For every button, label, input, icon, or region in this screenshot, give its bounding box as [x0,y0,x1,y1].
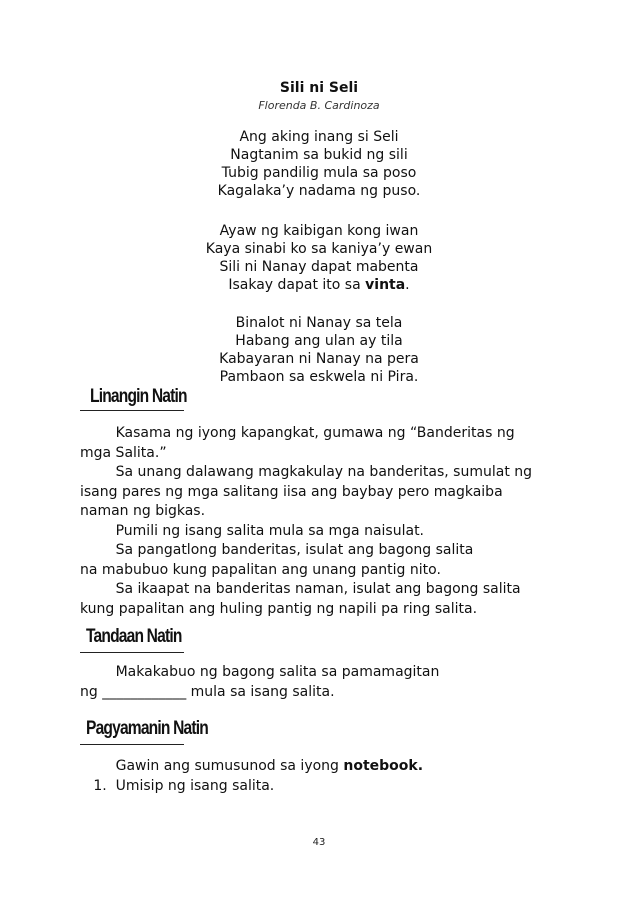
pagyamanin-instruction [80,757,423,777]
page-number: 43 [312,837,326,848]
poem-stanza-3 [0,314,638,386]
linangin-line: kung papalitan ang huling pantig ng napili pa ring salita. [80,600,478,617]
poem-line: Kabayaran ni Nanay na pera [219,351,419,367]
instruction-text: Gawin ang sumusunod sa iyong [80,758,344,774]
tandaan-paragraph [80,663,439,702]
vinta-word: vinta [365,277,406,293]
tandaan-heading-rule [80,652,184,653]
linangin-line: isang pares ng mga salitang iisa ang baybay pero magkaiba [80,483,503,500]
linangin-heading: Linangin Natin [90,386,187,407]
poem-stanza-1 [0,128,638,200]
linangin-heading-rule [80,410,184,411]
poem-line: Ang aking inang si Seli [239,129,399,145]
tandaan-line: ng ____________ mula sa isang salita. [80,683,335,700]
poem-line: Sili ni Nanay dapat mabenta [219,259,419,275]
notebook-word: notebook. [343,758,424,774]
linangin-line: Pumili ng isang salita mula sa mga naisulat. [80,522,425,539]
poem-line: Habang ang ulan ay tila [235,333,403,349]
linangin-line: naman ng bigkas. [80,503,206,519]
pagyamanin-heading: Pagyamanin Natin [86,718,208,739]
pagyamanin-heading-rule [80,744,184,745]
poem-line-text: Isakay dapat ito sa [228,277,366,293]
linangin-line: mga Salita.” [80,444,167,461]
poem-line-period: . [405,277,410,293]
poem-line-vinta [0,276,638,294]
poem-author: Florenda B. Cardinoza [258,99,380,112]
poem-line: Kagalaka’y nadama ng puso. [217,183,421,199]
poem-line: Kaya sinabi ko sa kaniya’y ewan [205,241,433,257]
linangin-line: Sa unang dalawang magkakulay na banderitas, sumulat ng [80,464,533,480]
poem-line: Pambaon sa eskwela ni Pira. [219,369,419,385]
poem-stanza-2 [0,222,638,294]
linangin-line: Kasama ng iyong kapangkat, gumawa ng “Banderitas ng [80,425,515,441]
tandaan-heading: Tandaan Natin [86,626,182,647]
linangin-paragraphs [80,424,532,619]
poem-title: Sili ni Seli [279,80,359,96]
linangin-line: na mabubuo kung papalitan ang unang pantig nito. [80,561,441,578]
poem-line: Binalot ni Nanay sa tela [235,315,403,331]
list-item: 1. Umisip ng isang salita. [80,777,275,794]
poem-line: Tubig pandilig mula sa poso [221,165,417,181]
poem-line: Nagtanim sa bukid ng sili [230,147,408,163]
tandaan-line: Makakabuo ng bagong salita sa pamamagitan [80,664,440,680]
linangin-line: Sa pangatlong banderitas, isulat ang bagong salita [80,542,474,558]
pagyamanin-paragraph [80,757,423,796]
linangin-line: Sa ikaapat na banderitas naman, isulat ang bagong salita [80,581,521,597]
poem-line: Ayaw ng kaibigan kong iwan [219,223,419,239]
